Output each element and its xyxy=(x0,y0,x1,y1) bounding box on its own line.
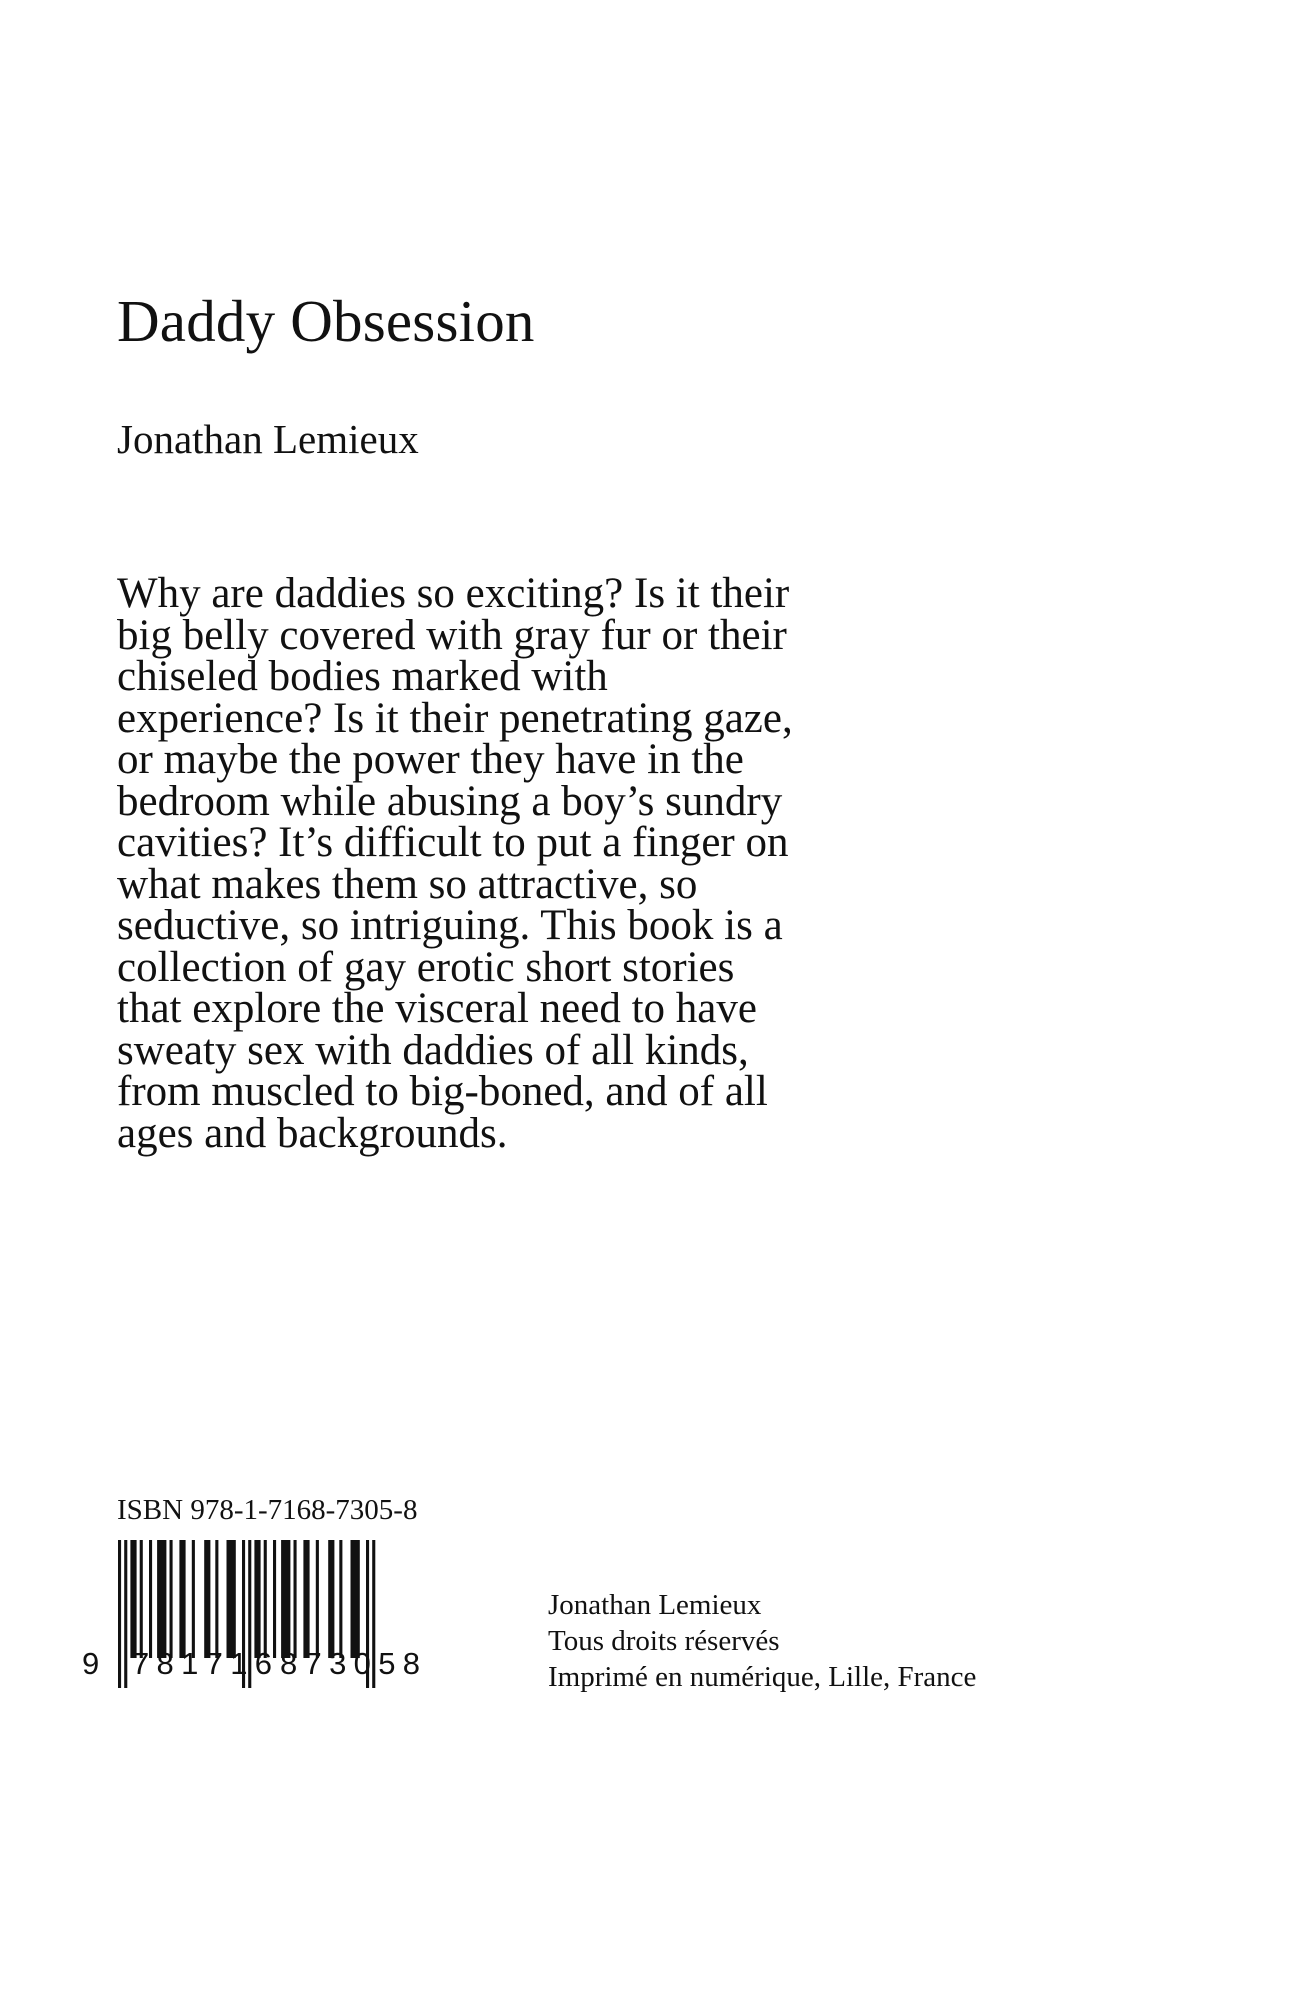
barcode-right-group: 873058 xyxy=(280,1646,420,1681)
barcode-bar xyxy=(294,1540,297,1658)
barcode-bar xyxy=(204,1540,210,1658)
barcode-first-digit: 9 xyxy=(82,1646,100,1681)
barcode-bar xyxy=(215,1540,218,1658)
barcode-bar xyxy=(192,1540,195,1658)
isbn-label: ISBN 978-1-7168-7305-8 xyxy=(117,1494,418,1526)
barcode-bar xyxy=(179,1540,185,1658)
blurb-line: experience? Is it their penetrating gaze, xyxy=(117,694,793,742)
barcode-bar xyxy=(118,1540,121,1688)
imprint-author: Jonathan Lemieux xyxy=(548,1589,762,1621)
book-title: Daddy Obsession xyxy=(117,288,535,354)
imprint-rights: Tous droits réservés xyxy=(548,1625,780,1657)
blurb-line: from muscled to big-boned, and of all xyxy=(117,1068,768,1115)
blurb-line: seductive, so intriguing. This book is a xyxy=(117,902,783,949)
imprint-printed: Imprimé en numérique, Lille, France xyxy=(548,1661,977,1693)
blurb-line: sweaty sex with daddies of all kinds, xyxy=(117,1026,749,1074)
barcode-bar xyxy=(328,1540,334,1658)
blurb-line: bedroom while abusing a boy’s sundry xyxy=(117,777,783,825)
barcode-bar xyxy=(303,1540,309,1658)
barcode-bar xyxy=(372,1540,375,1688)
barcode-bar xyxy=(273,1540,276,1658)
barcode-bar xyxy=(140,1540,143,1658)
barcode-bar xyxy=(157,1540,166,1658)
barcode-bar xyxy=(254,1540,260,1658)
blurb-line: big belly covered with gray fur or their xyxy=(117,611,787,659)
barcode-bar xyxy=(281,1540,290,1658)
barcode-bar xyxy=(339,1540,342,1658)
barcode-bar xyxy=(170,1540,173,1658)
barcode-bar xyxy=(316,1540,319,1658)
barcode-bar xyxy=(264,1540,267,1658)
barcode-bar xyxy=(248,1540,251,1688)
barcode-bar xyxy=(351,1540,360,1658)
blurb-line: ages and backgrounds. xyxy=(117,1109,508,1157)
isbn-barcode xyxy=(80,1538,490,1698)
book-author: Jonathan Lemieux xyxy=(117,416,419,462)
blurb-line: Why are daddies so exciting? Is it their xyxy=(117,570,790,617)
blurb-line: that explore the visceral need to have xyxy=(117,985,757,1032)
blurb-line: or maybe the power they have in the xyxy=(117,736,744,783)
blurb-line: cavities? It’s difficult to put a finger on xyxy=(117,819,789,866)
blurb-line: chiseled bodies marked with xyxy=(117,653,608,700)
barcode-left-group: 781716 xyxy=(132,1646,272,1681)
blurb-line: what makes them so attractive, so xyxy=(117,860,698,908)
imprint-block xyxy=(548,1587,976,1695)
barcode-bar xyxy=(149,1540,152,1658)
back-cover-blurb xyxy=(117,570,977,1157)
barcode-bar xyxy=(227,1540,236,1658)
blurb-line: collection of gay erotic short stories xyxy=(117,943,735,991)
barcode-bar xyxy=(130,1540,136,1658)
barcode-bar xyxy=(124,1540,127,1688)
